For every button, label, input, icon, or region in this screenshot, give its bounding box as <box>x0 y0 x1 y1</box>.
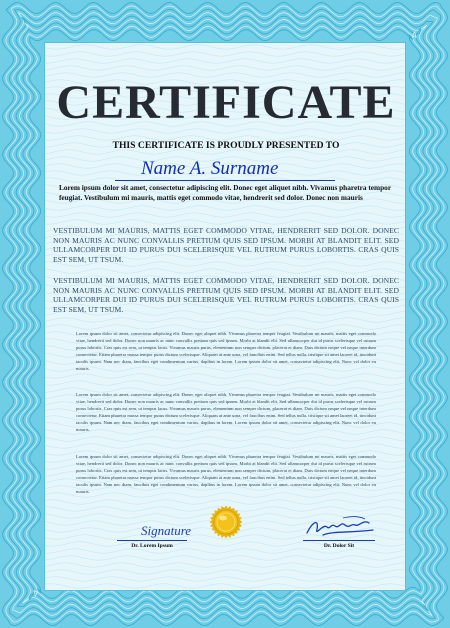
background-wave-line <box>45 374 405 378</box>
signature-left-line <box>117 540 187 541</box>
recipient-name: Name A. Surname <box>141 158 279 179</box>
body-paragraph-1: VESTIBULUM MI MAURIS, MATTIS EGET COMMODO VITAE, HENDRERIT SED DOLOR. DONEC NON MAURIS AC NUNC CONVALLIS PRETIUM QUIS SED IPSUM. MORBI AT BLANDIT ELIT. SED ULLAMCORPER DUI ID PURUS DUI SCELERISQUE VEL RUTRUM PURUS LOBORTIS. CRAS QUIS EST SEM, UT TSUM. <box>53 226 399 264</box>
certificate-title: CERTIFICATE <box>56 76 396 129</box>
background-wave-line <box>45 563 405 567</box>
background-wave-line <box>45 206 405 210</box>
fine-print-2: Lorem ipsum dolor sit amet, consectetur adipiscing elit. Donec eget aliquet nibh. Vivamus pharetra tempor feugiat. Vestibulum mi mauris, mattis eget commodo vitae, hendrerit sed dolor. Donec non mauris ac nunc convallis pretium quis sed ipsum. Morbi at blandit elit. Sed ullamcorper dui id purus scelerisque vel rutrum purus lobortis. Cras quis est sem, ut tempus lacus. Vivamus mauris purus, elementum non semper dictum, placerat et diam. Duis dictum neque vel neque interdum consectetur. Etiam pharetra massa tempor purus dictum scelerisque. Aliquam at ante urna, vel faucibus enim. Sed tellus nulla, tristique sit amet laoreet id, tincidunt iaculis ipsum. Nam nec diam, faucibus eget condimentum varius, dapibus in lorem. Lorem ipsum dolor sit amet, consectetur adipiscing elit. Nunc vel dolor eu mauris. <box>76 392 376 432</box>
background-wave-line <box>45 500 405 504</box>
background-wave-line <box>45 570 405 574</box>
certificate-subtitle: THIS CERTIFICATE IS PROUDLY PRESENTED TO <box>112 140 340 151</box>
background-wave-line <box>45 437 405 441</box>
fine-print-3: Lorem ipsum dolor sit amet, consectetur adipiscing elit. Donec eget aliquet nibh. Vivamus pharetra tempor feugiat. Vestibulum mi mauris, mattis eget commodo vitae, hendrerit sed dolor. Donec non mauris ac nunc convallis pretium quis sed ipsum. Morbi at blandit elit. Sed ullamcorper dui id purus scelerisque vel rutrum purus lobortis. Cras quis est sem, ut tempus lacus. Vivamus mauris purus, elementum non semper dictum, placerat et diam. Duis dictum neque vel neque interdum consectetur. Etiam pharetra massa tempor purus dictum scelerisque. Aliquam at ante urna, vel faucibus enim. Sed tellus nulla, tristique sit amet laoreet id, tincidunt iaculis ipsum. Nam nec diam, faucibus eget condimentum varius, dapibus in lorem. Lorem ipsum dolor sit amet, consectetur adipiscing elit. Nunc vel dolor eu mauris. <box>76 454 376 494</box>
background-wave-line <box>45 52 405 56</box>
background-wave-line <box>45 129 405 133</box>
signature-left-script: Signature <box>141 523 192 538</box>
lead-text: Lorem ipsum dolor sit amet, consectetur adipiscing elit. Donec eget aliquet nibh. Vivamus pharetra tempor feugiat. Vestibulum mi mauris, mattis eget commodo vitae, hendrerit sed dolor. Donec non mauris <box>59 183 391 202</box>
background-wave-line <box>45 213 405 217</box>
body-paragraph-2: VESTIBULUM MI MAURIS, MATTIS EGET COMMODO VITAE, HENDRERIT SED DOLOR. DONEC NON MAURIS AC NUNC CONVALLIS PRETIUM QUIS SED IPSUM. MORBI AT BLANDIT ELIT. SED ULLAMCORPER DUI ID PURUS DUI SCELERISQUE VEL RUTRUM PURUS LOBORTIS. CRAS QUIS EST SEM, UT TSUM. <box>53 276 399 314</box>
background-wave-line <box>45 577 405 581</box>
signature-left-name: Dr. Lorem Ipsum <box>131 543 173 549</box>
background-wave-line <box>45 220 405 224</box>
background-wave-line <box>45 59 405 63</box>
handwritten-signature-icon <box>303 513 377 541</box>
background-wave-line <box>45 269 405 273</box>
name-underline <box>115 180 335 181</box>
signature-right-line <box>303 540 375 541</box>
background-wave-line <box>45 66 405 70</box>
gold-seal-icon <box>209 505 243 539</box>
background-wave-line <box>45 318 405 322</box>
fine-print-1: Lorem ipsum dolor sit amet, consectetur adipiscing elit. Donec eget aliquet nibh. Vivamus pharetra tempor feugiat. Vestibulum mi mauris, mattis eget commodo vitae, hendrerit sed dolor. Donec non mauris ac nunc convallis pretium quis sed ipsum. Morbi at blandit elit. Sed ullamcorper dui id purus scelerisque vel rutrum purus lobortis. Cras quis est sem, ut tempus lacus. Vivamus mauris purus, elementum non semper dictum, placerat et diam. Duis dictum neque vel neque interdum consectetur. Etiam pharetra massa tempor purus dictum scelerisque. Aliquam at ante urna, vel faucibus enim. Sed tellus nulla, tristique sit amet laoreet id, tincidunt iaculis ipsum. Nam nec diam, faucibus eget condimentum varius, dapibus in lorem. Lorem ipsum dolor sit amet, consectetur adipiscing elit. Nunc vel dolor eu mauris. <box>76 331 376 371</box>
background-wave-line <box>45 556 405 560</box>
signature-right-name: Dr. Dolor Sit <box>323 543 355 549</box>
background-wave-line <box>45 325 405 329</box>
background-wave-line <box>45 45 405 49</box>
background-wave-line <box>45 584 405 588</box>
background-wave-line <box>45 444 405 448</box>
certificate-panel <box>44 42 406 591</box>
background-wave-line <box>45 549 405 553</box>
background-wave-line <box>45 381 405 385</box>
